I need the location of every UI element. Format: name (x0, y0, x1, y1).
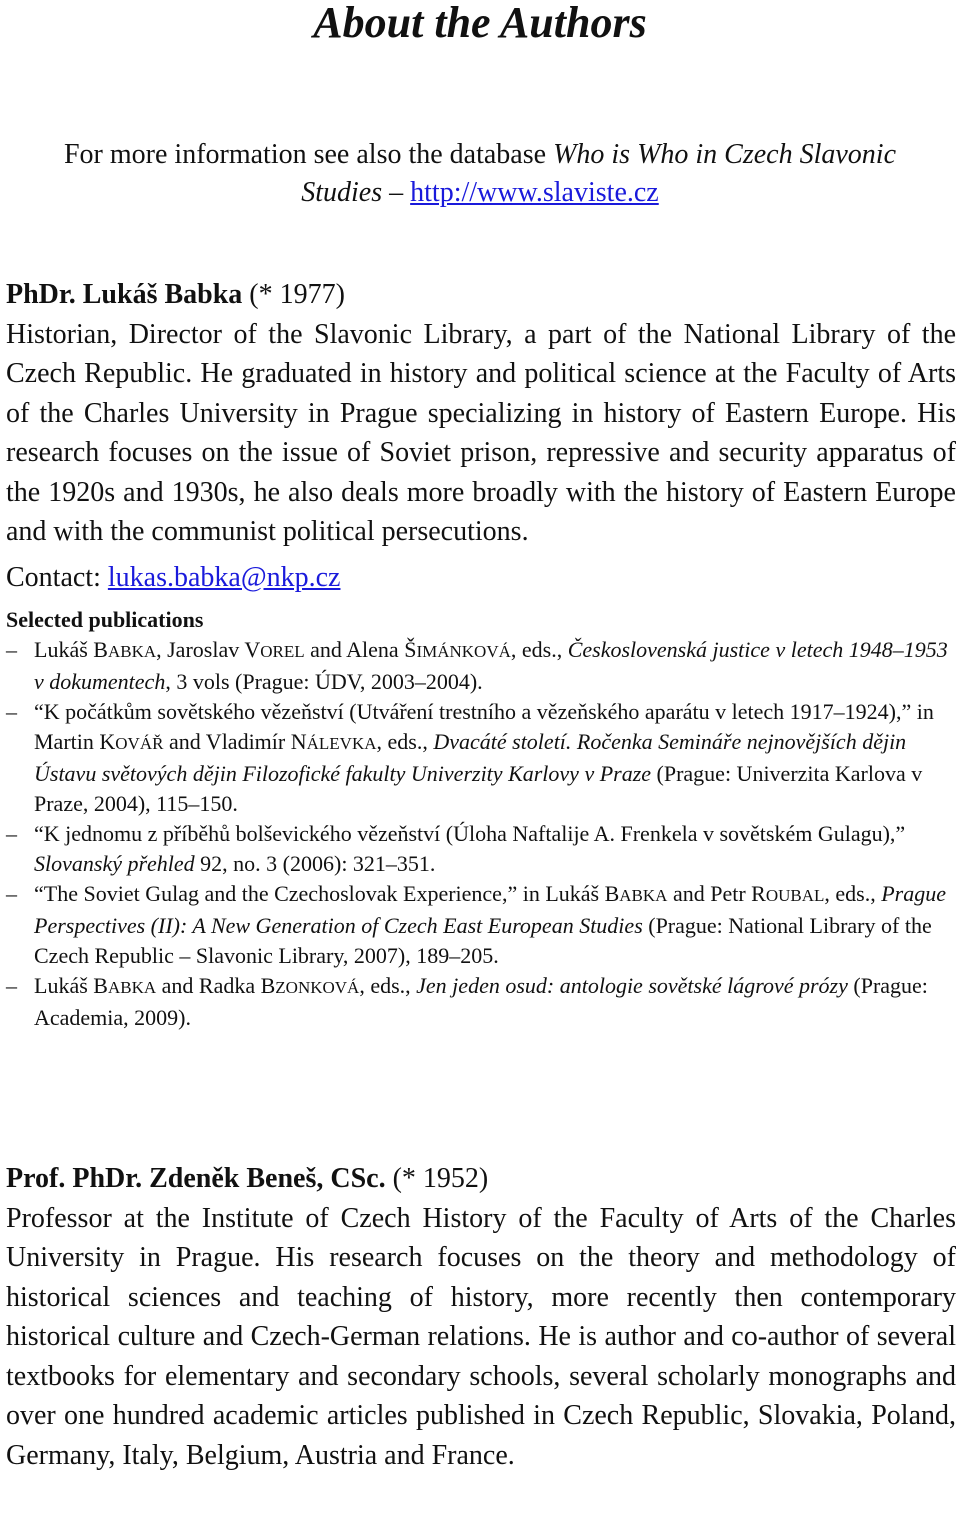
list-dash: – (6, 972, 17, 998)
author-birth: (* 1952) (385, 1163, 489, 1194)
publications-list (6, 635, 956, 1033)
publication-title: Jen jeden osud: antologie sovětské lágrové prózy (416, 972, 848, 998)
publication-title: Československá justice v letech 1948–1953 v dokumentech (34, 636, 948, 694)
publication-item: – “K počátkům sovětského vězeňství (Utváření trestního a vězeňského aparátu v letech 1917–1924),” in Martin KOVÁŘ and Vladimír NÁLEVKA, eds., Dvacáté století. Ročenka Semináře nejnovějších dějin Ústavu světových dějin Filozofické fakulty Univerzity Karlovy v Praze (Prague: Univerzita Karlova v Praze, 2004), 115–150. (6, 698, 934, 816)
publication-title: Dvacáté století. Ročenka Semináře nejnovějších dějin Ústavu světových dějin Filozofické fakulty Univerzity Karlovy v Praze (34, 728, 907, 786)
contact-email-link[interactable]: lukas.babka@nkp.cz (107, 561, 341, 593)
publication-item: – “K jednomu z příběhů bolševického vězeňství (Úloha Naftalije A. Frenkela v sovětském Gulagu),” Slovanský přehled 92, no. 3 (2006): 321–351. (6, 820, 906, 876)
author-contact (6, 558, 956, 597)
publications-heading: Selected publications (6, 606, 204, 632)
page-title: About the Authors (313, 0, 647, 47)
author-bio: Historian, Director of the Slavonic Library, a part of the National Library of the Czech Republic. He graduated in history and political science at the Faculty of Arts of the Charles University in Prague specializing in history of Eastern Europe. His research focuses on the issue of Soviet prison, repressive and security apparatus of the 1920s and 1930s, he also deals more broadly with the history of Eastern Europe and with the communist political persecutions. (6, 318, 956, 547)
author-name: PhDr. Lukáš Babka (6, 279, 243, 310)
list-dash: – (6, 698, 17, 724)
author-bio-block (6, 1159, 956, 1475)
intro-separator: – (382, 177, 411, 208)
intro-note (40, 136, 920, 212)
list-dash: – (6, 880, 17, 906)
author-name: Prof. PhDr. Zdeněk Beneš, CSc. (6, 1163, 386, 1194)
publication-title: Slovanský přehled (34, 850, 195, 876)
list-dash: – (6, 820, 17, 846)
publication-item: – Lukáš BABKA, Jaroslav VOREL and Alena ŠIMÁNKOVÁ, eds., Československá justice v letech 1948–1953 v dokumentech, 3 vols (Prague: ÚDV, 2003–2004). (6, 636, 948, 694)
database-name: Who is Who in Czech Slavonic Studies (301, 139, 897, 208)
author-birth: (* 1977) (242, 279, 345, 310)
author-entry-babka (6, 275, 956, 1033)
author-bio-block (6, 275, 956, 552)
publication-item: – Lukáš BABKA and Radka BZONKOVÁ, eds., Jen jeden osud: antologie sovětské lágrové prózy (Prague: Academia, 2009). (6, 972, 928, 1030)
publication-item: – “The Soviet Gulag and the Czechoslovak Experience,” in Lukáš BABKA and Petr ROUBAL, eds., Prague Perspectives (II): A New Generation of Czech East European Studies (Prague: National Library of the Czech Republic – Slavonic Library, 2007), 189–205. (6, 880, 946, 968)
intro-text: For more information see also the database (63, 139, 554, 170)
author-bio: Professor at the Institute of Czech History of the Faculty of Arts of the Charles University in Prague. His research focuses on the theory and methodology of historical sciences and teaching of history, more recently then contemporary historical culture and Czech-German relations. He is author and co-author of several textbooks for elementary and secondary schools, several scholarly monographs and over one hundred academic articles published in Czech Republic, Slovakia, Poland, Germany, Italy, Belgium, Austria and France. (6, 1202, 956, 1471)
author-entry-benes (6, 1159, 956, 1475)
slaviste-link[interactable]: http://www.slaviste.cz (410, 177, 659, 208)
contact-label: Contact: (6, 561, 108, 593)
list-dash: – (6, 636, 17, 662)
publication-title: Prague Perspectives (II): A New Generation of Czech East European Studies (34, 880, 946, 938)
